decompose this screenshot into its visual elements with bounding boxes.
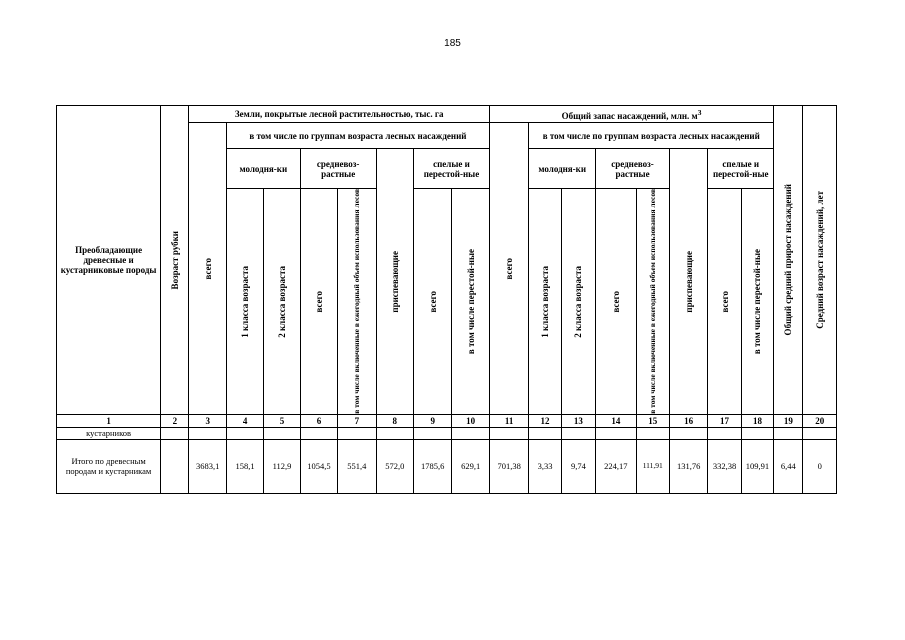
cell: [264, 427, 300, 439]
header-stock-maturing: приспевающие: [669, 149, 707, 415]
header-lands-mature-total: всего: [414, 189, 452, 415]
header-lands-middle-total: всего: [300, 189, 337, 415]
header-species: Преобладающие древесные и кустарниковые породы: [57, 106, 161, 415]
cell: 1054,5: [300, 439, 337, 493]
cell: [489, 427, 528, 439]
cell: 131,76: [669, 439, 707, 493]
cell: [161, 439, 189, 493]
cell: 224,17: [596, 439, 636, 493]
cell: 629,1: [452, 439, 490, 493]
column-number: 6: [300, 414, 337, 427]
header-lands-total: всего: [189, 123, 226, 415]
header-lands-overmature: в том числе перестой-ные: [452, 189, 490, 415]
cell: 111,91: [636, 439, 669, 493]
header-stock-age-groups: в том числе по группам возраста лесных насаждений: [529, 123, 774, 149]
header-lands-middle-annual: в том числе включенные в ежегодный объем использования лесов: [338, 189, 376, 415]
column-number: 19: [774, 414, 803, 427]
header-stock-group: Общий запас насаждений, млн. $м^3$: [489, 106, 773, 123]
column-number: 2: [161, 414, 189, 427]
header-growth: Общий средний прирост насаждений: [774, 106, 803, 415]
column-number: 11: [489, 414, 528, 427]
header-stock-middle-total: всего: [596, 189, 636, 415]
cell: [414, 427, 452, 439]
column-number: 8: [376, 414, 413, 427]
column-number: 16: [669, 414, 707, 427]
header-stock-overmature: в том числе перестой-ные: [741, 189, 773, 415]
cell: [636, 427, 669, 439]
cell: [452, 427, 490, 439]
header-stock-middle-annual: в том числе включенные в ежегодный объем использования лесов: [636, 189, 669, 415]
cell: 1785,6: [414, 439, 452, 493]
column-number: 17: [708, 414, 741, 427]
header-lands-young: молодня-ки: [226, 149, 300, 189]
cell: 112,9: [264, 439, 300, 493]
header-stock-mature-total: всего: [708, 189, 741, 415]
table-row: [57, 427, 837, 439]
cell: 3,33: [529, 439, 561, 493]
header-cut-age: Возраст рубки: [161, 106, 189, 415]
cell: [226, 427, 263, 439]
header-lands-class2: 2 класса возраста: [264, 189, 300, 415]
column-number: 14: [596, 414, 636, 427]
column-number: 5: [264, 414, 300, 427]
cell: [300, 427, 337, 439]
column-number: 13: [561, 414, 595, 427]
column-number: 3: [189, 414, 226, 427]
cell: [376, 427, 413, 439]
cell: [774, 427, 803, 439]
column-number: 18: [741, 414, 773, 427]
header-stock-middle: средневоз-растные: [596, 149, 670, 189]
header-lands-group: Земли, покрытые лесной растительностью, тыс. га: [189, 106, 489, 123]
cell: [596, 427, 636, 439]
header-stock-class2: 2 класса возраста: [561, 189, 595, 415]
header-stock-total: всего: [489, 123, 528, 415]
cell: 551,4: [338, 439, 376, 493]
header-lands-maturing: приспевающие: [376, 149, 413, 415]
header-stock-class1: 1 класса возраста: [529, 189, 561, 415]
header-avg-age: Средний возраст насаждений, лет: [803, 106, 837, 415]
table-row-total: [57, 439, 837, 493]
cell: [669, 427, 707, 439]
column-number: 1: [57, 414, 161, 427]
cell: [189, 427, 226, 439]
header-lands-age-groups: в том числе по группам возраста лесных насаждений: [226, 123, 489, 149]
header-lands-middle: средневоз-растные: [300, 149, 376, 189]
column-number: 15: [636, 414, 669, 427]
cell: 158,1: [226, 439, 263, 493]
cell: [741, 427, 773, 439]
cell: 332,38: [708, 439, 741, 493]
column-number: 10: [452, 414, 490, 427]
cell: [529, 427, 561, 439]
row-label: Итого по древесным породам и кустарникам: [57, 439, 161, 493]
cell: 0: [803, 439, 837, 493]
column-number: 7: [338, 414, 376, 427]
header-stock-young: молодня-ки: [529, 149, 596, 189]
page-number: 185: [444, 38, 461, 49]
cell: 6,44: [774, 439, 803, 493]
column-number: 4: [226, 414, 263, 427]
row-label: кустарников: [57, 427, 161, 439]
column-number: 9: [414, 414, 452, 427]
header-lands-mature: спелые и перестой-ные: [414, 149, 490, 189]
cell: [803, 427, 837, 439]
header-stock-mature: спелые и перестой-ные: [708, 149, 774, 189]
cell: 572,0: [376, 439, 413, 493]
cell: [708, 427, 741, 439]
cell: [161, 427, 189, 439]
column-number: 20: [803, 414, 837, 427]
forest-stock-table: [56, 105, 837, 494]
cell: 3683,1: [189, 439, 226, 493]
column-number: 12: [529, 414, 561, 427]
cell: 9,74: [561, 439, 595, 493]
cell: [338, 427, 376, 439]
column-number-row: [57, 414, 837, 427]
cell: [561, 427, 595, 439]
cell: 109,91: [741, 439, 773, 493]
cell: 701,38: [489, 439, 528, 493]
header-lands-class1: 1 класса возраста: [226, 189, 263, 415]
